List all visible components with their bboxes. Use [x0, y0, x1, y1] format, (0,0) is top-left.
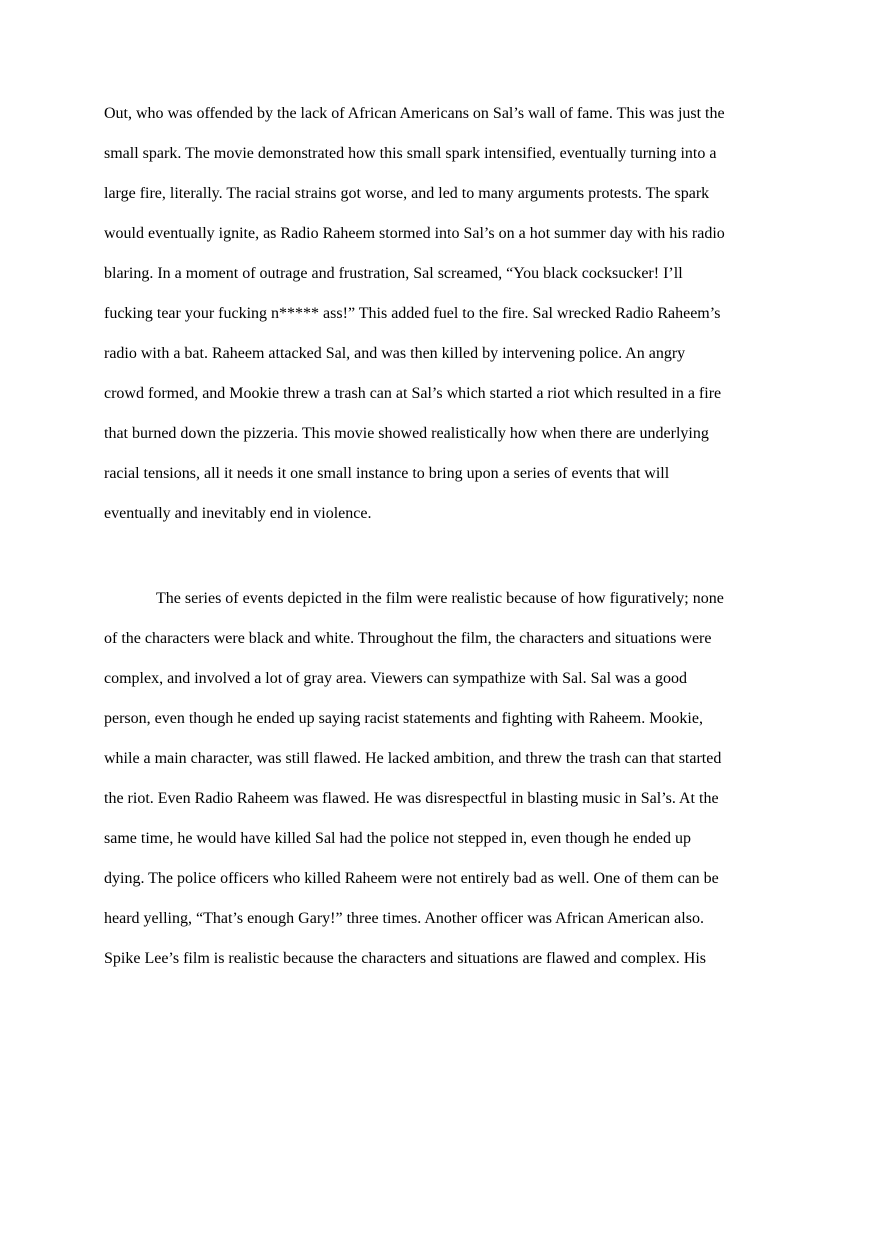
paragraph-line: large fire, literally. The racial strains got worse, and led to many arguments protests. The spark: [104, 185, 710, 202]
paragraph-line: racial tensions, all it needs it one small instance to bring upon a series of events that will: [104, 465, 670, 482]
paragraph-line: while a main character, was still flawed. He lacked ambition, and threw the trash can that started: [104, 750, 722, 767]
paragraph-line: the riot. Even Radio Raheem was flawed. He was disrespectful in blasting music in Sal’s. At the: [104, 790, 719, 807]
paragraph-line: blaring. In a moment of outrage and frustration, Sal screamed, “You black cocksucker! I’ll: [104, 265, 683, 282]
paragraph-line: person, even though he ended up saying racist statements and fighting with Raheem. Mookie,: [104, 710, 703, 727]
paragraph-2: [104, 579, 794, 979]
paragraph-line: small spark. The movie demonstrated how this small spark intensified, eventually turning into a: [104, 145, 717, 162]
paragraph-line: of the characters were black and white. Throughout the film, the characters and situations were: [104, 630, 712, 647]
paragraph-line: Out, who was offended by the lack of African Americans on Sal’s wall of fame. This was just the: [104, 105, 725, 122]
paragraph-line: same time, he would have killed Sal had the police not stepped in, even though he ended up: [104, 830, 691, 847]
paragraph-line: fucking tear your fucking n***** ass!” This added fuel to the fire. Sal wrecked Radio Raheem’s: [104, 305, 721, 322]
paragraph-line: dying. The police officers who killed Raheem were not entirely bad as well. One of them can be: [104, 870, 719, 887]
paragraph-line: heard yelling, “That’s enough Gary!” three times. Another officer was African American also.: [104, 910, 704, 927]
paragraph-line: complex, and involved a lot of gray area. Viewers can sympathize with Sal. Sal was a good: [104, 670, 688, 687]
paragraph-line: that burned down the pizzeria. This movie showed realistically how when there are underlying: [104, 425, 709, 442]
paragraph-1: [104, 94, 794, 534]
paragraph-line: would eventually ignite, as Radio Raheem stormed into Sal’s on a hot summer day with his radio: [104, 225, 725, 242]
paragraph-line: Spike Lee’s film is realistic because the characters and situations are flawed and complex. His: [104, 950, 707, 967]
paragraph-line: crowd formed, and Mookie threw a trash can at Sal’s which started a riot which resulted in a fire: [104, 385, 722, 402]
paragraph-line: The series of events depicted in the film were realistic because of how figuratively; none: [156, 590, 724, 607]
paragraph-line: radio with a bat. Raheem attacked Sal, and was then killed by intervening police. An angry: [104, 345, 686, 362]
paragraph-line: eventually and inevitably end in violence.: [104, 505, 372, 522]
